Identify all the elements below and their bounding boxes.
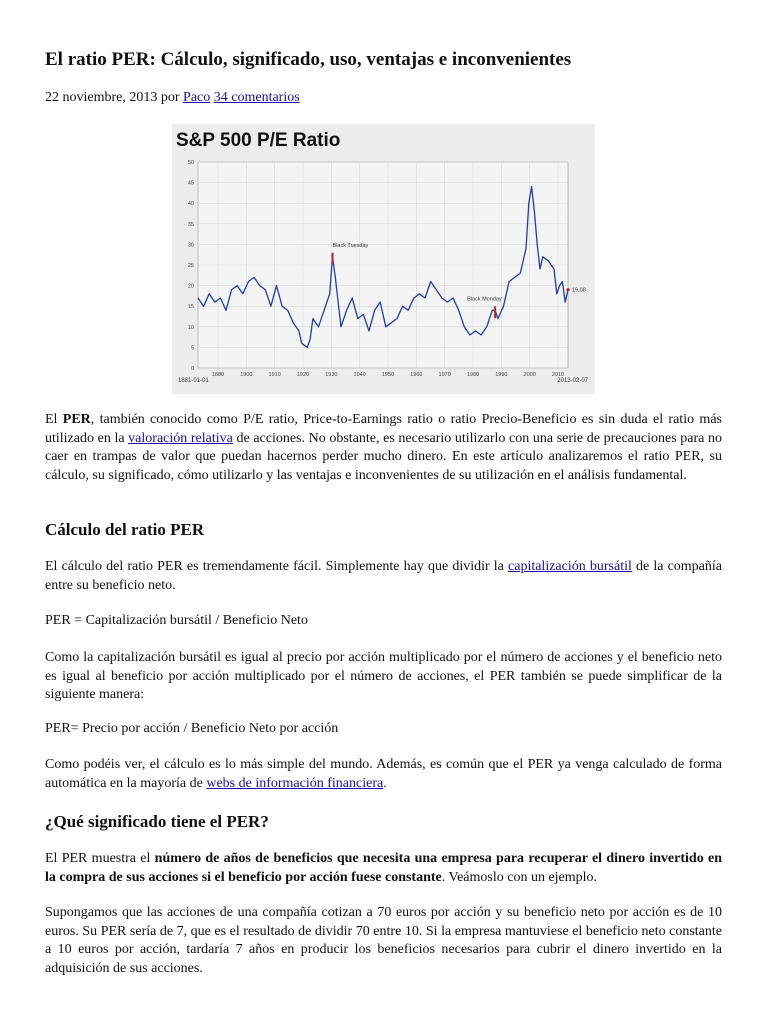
- market-cap-link[interactable]: capitalización bursátil: [508, 559, 632, 574]
- y-tick-label: 15: [187, 304, 194, 311]
- y-tick-label: 5: [190, 345, 194, 352]
- meaning-paragraph-1: [45, 850, 722, 887]
- relative-valuation-link[interactable]: valoración relativa: [128, 430, 233, 446]
- y-tick-label: 30: [187, 242, 194, 249]
- formula-2: PER= Precio por acción / Beneficio Neto por acción: [45, 721, 339, 736]
- calc-paragraph-3: [45, 756, 722, 793]
- y-tick-label: 50: [187, 160, 194, 166]
- calc-text-3b: .: [383, 775, 387, 791]
- calc-paragraph-1: [45, 558, 722, 595]
- intro-text-2: , también conocido como P/E ratio, Price-to-Earnings ratio o ratio Precio-Beneficio es sin duda el ratio más utilizado en la: [45, 412, 722, 446]
- x-tick-label: 1970: [438, 372, 451, 378]
- article-title: El ratio PER: Cálculo, significado, uso, ventajas e inconvenientes: [45, 49, 572, 70]
- annotation-label: Black Tuesday: [332, 242, 369, 249]
- y-tick-label: 35: [187, 221, 194, 228]
- x-tick-label: 1920: [296, 372, 310, 378]
- intro-text-3: de acciones. No obstante, es necesario utilizarlo con una serie de precauciones para no caer en trampas de valor que puedan hacernos perder mucho dinero. En este artículo analizaremos el ratio PER, su cálculo, su significado, cómo utilizarlo y las ventajas e inconvenientes de su utilización en el análisis fundamental.: [45, 430, 722, 483]
- meaning-bold-text: número de años de beneficios que necesita una empresa para recuperar el dinero invertido en la compra de sus acciones si el beneficio por acción fuese constante: [45, 851, 722, 885]
- last-value-marker: [566, 288, 569, 291]
- x-tick-label: 1940: [353, 372, 366, 378]
- y-tick-label: 0: [190, 366, 194, 372]
- article-meta: [45, 89, 300, 107]
- post-date: 22 noviembre, 2013: [45, 90, 158, 105]
- financial-info-link[interactable]: webs de información financiera: [206, 775, 384, 791]
- pe-ratio-chart-image: [172, 124, 595, 394]
- section-heading-significado: ¿Qué significado tiene el PER?: [45, 812, 269, 831]
- y-tick-label: 10: [187, 324, 194, 331]
- chart-start-date: 1881-01-01: [178, 378, 209, 384]
- x-tick-label: 1930: [325, 372, 338, 378]
- x-tick-label: 1880: [211, 372, 225, 378]
- x-tick-label: 2010: [551, 372, 565, 378]
- y-tick-label: 40: [187, 201, 194, 208]
- calc-text-3a: Como podéis ver, el cálculo es lo más simple del mundo. Además, es común que el PER ya venga calculado de forma automática en la mayoría de: [45, 757, 722, 791]
- x-tick-label: 1960: [410, 372, 423, 378]
- byline-prefix: por: [160, 90, 180, 105]
- intro-paragraph: [45, 411, 722, 485]
- intro-per-bold: PER: [62, 412, 91, 427]
- comments-link[interactable]: 34 comentarios: [213, 90, 300, 105]
- calc-text-1a: El cálculo del ratio PER es tremendamente fácil. Simplemente hay que dividir la: [45, 559, 509, 574]
- intro-text-1: El: [45, 412, 63, 427]
- meaning-paragraph-2: Supongamos que las acciones de una compañía cotizan a 70 euros por acción y su beneficio neto por acción es de 10 euros. Su PER sería de 7, que es el resultado de dividir 70 entre 10. Si la empresa mantuviese el beneficio neto constante a 10 euros por acción, tardaría 7 años en producir los beneficios necesarios para cubrir el dinero invertido en la adquisición de sus acciones.: [45, 905, 722, 976]
- y-tick-label: 20: [187, 283, 194, 290]
- x-tick-label: 1980: [466, 372, 480, 378]
- x-tick-label: 1990: [495, 372, 508, 378]
- formula-1: PER = Capitalización bursátil / Beneficio Neto: [45, 613, 308, 628]
- calc-paragraph-2: Como la capitalización bursátil es igual al precio por acción multiplicado por el número de acciones y el beneficio neto es igual al beneficio por acción multiplicado por el número de acciones, el PER también se puede simplificar de la siguiente manera:: [45, 650, 722, 702]
- x-tick-label: 1950: [381, 372, 395, 378]
- x-tick-label: 1910: [268, 372, 281, 378]
- y-tick-label: 25: [187, 263, 194, 269]
- y-tick-label: 45: [187, 180, 194, 187]
- annotation-label: Black Monday: [467, 296, 502, 303]
- meaning-text-1b: . Veámoslo con un ejemplo.: [441, 869, 598, 885]
- last-value-label: 19.08: [572, 287, 586, 294]
- section-heading-calculo: Cálculo del ratio PER: [45, 520, 205, 539]
- chart-end-date: 2013-02-07: [557, 378, 588, 384]
- x-tick-label: 1900: [240, 372, 253, 378]
- calc-text-1b: de la compañía entre su beneficio neto.: [45, 559, 722, 593]
- chart-title: S&P 500 P/E Ratio: [176, 130, 341, 151]
- author-link[interactable]: Paco: [183, 90, 211, 105]
- pe-ratio-chart: [172, 124, 595, 394]
- meaning-text-1a: El PER muestra el: [45, 851, 155, 866]
- x-tick-label: 2000: [523, 372, 536, 378]
